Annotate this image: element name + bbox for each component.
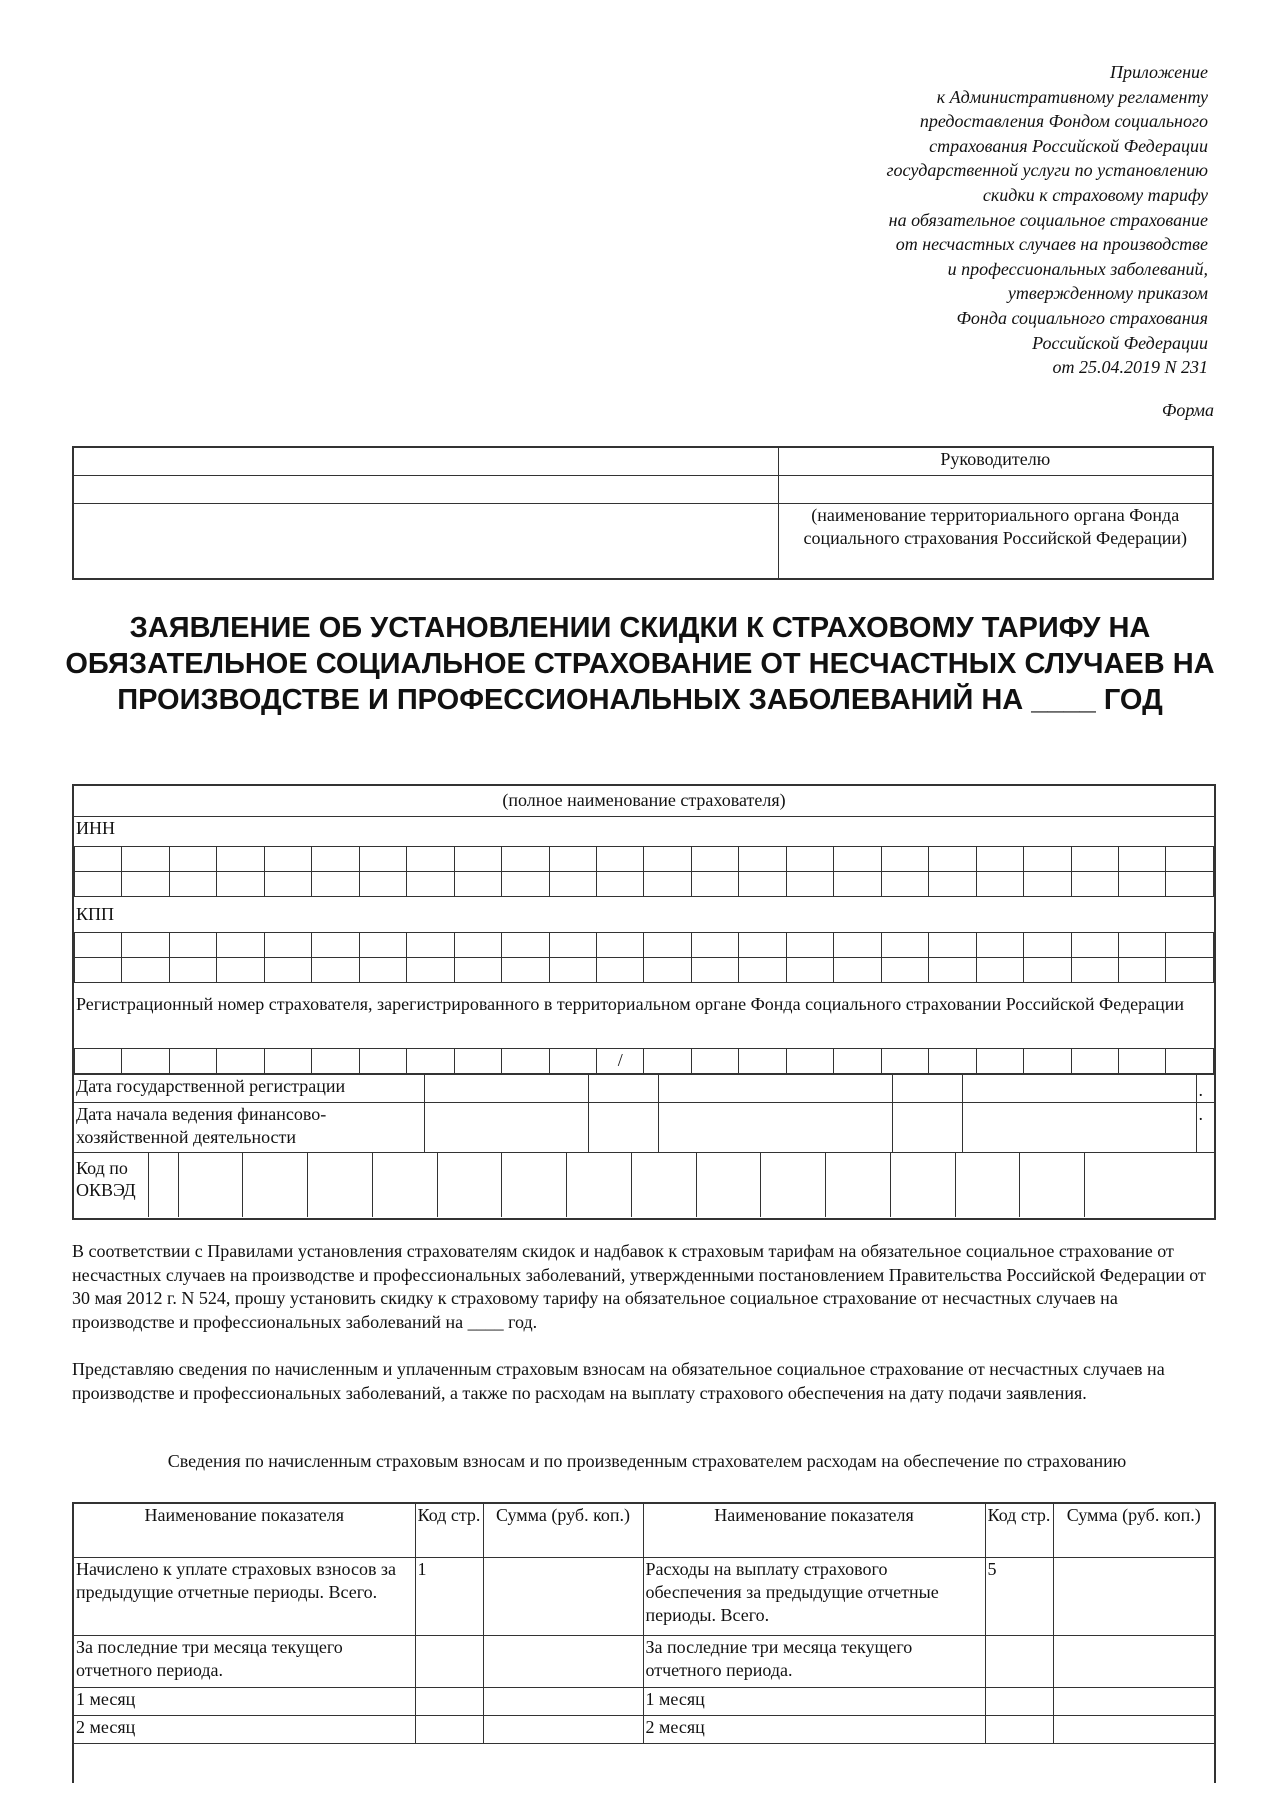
addressee-blank	[73, 447, 778, 475]
char-cell[interactable]	[739, 933, 786, 958]
char-cell[interactable]	[75, 958, 122, 983]
char-cell[interactable]	[834, 1049, 881, 1074]
addressee-hint: (наименование территориального органа Фонда социального страхования Российской Федерации)	[778, 503, 1213, 579]
char-cell[interactable]	[454, 1049, 501, 1074]
date-reg-sep	[588, 1075, 658, 1103]
appendix-line: от несчастных случаев на производстве	[895, 234, 1208, 255]
char-cell[interactable]	[407, 872, 454, 897]
char-cell[interactable]	[75, 933, 122, 958]
char-cell[interactable]	[976, 958, 1023, 983]
char-cell[interactable]	[549, 1049, 596, 1074]
appendix-line: и профессиональных заболеваний,	[947, 258, 1208, 279]
okved-cell[interactable]	[308, 1153, 373, 1217]
char-cell[interactable]	[454, 847, 501, 872]
char-cell[interactable]	[217, 847, 264, 872]
char-cell[interactable]	[1024, 933, 1071, 958]
char-cell[interactable]	[929, 933, 976, 958]
char-cell[interactable]	[929, 847, 976, 872]
char-cell[interactable]	[264, 958, 311, 983]
char-cell[interactable]	[264, 847, 311, 872]
table-row	[73, 1687, 1215, 1715]
submission-paragraph: Представляю сведения по начисленным и уплаченным страховым взносам на обязательное социальное страхование от несчастных случаев на производстве и профессиональных заболеваний, а также по расходам на выплату страхового обеспечения на дату подачи заявления.	[72, 1359, 1165, 1403]
char-cell[interactable]	[1166, 872, 1214, 897]
row-sum[interactable]	[483, 1635, 643, 1687]
okved-cell[interactable]	[826, 1153, 891, 1217]
okved-cell[interactable]	[955, 1153, 1020, 1217]
okved-label: Код по ОКВЭД	[74, 1153, 148, 1217]
char-cell[interactable]	[834, 933, 881, 958]
char-cell[interactable]	[75, 1049, 122, 1074]
row-label: 2 месяц	[643, 1715, 985, 1743]
inn-cells[interactable]	[74, 846, 1214, 897]
char-cell[interactable]	[169, 847, 216, 872]
char-cell[interactable]	[359, 847, 406, 872]
okved-cell[interactable]	[243, 1153, 308, 1217]
table-cut-off	[1053, 1743, 1215, 1783]
date-dot: .	[1196, 1075, 1214, 1103]
row-code: 1	[415, 1557, 483, 1635]
char-cell[interactable]	[75, 847, 122, 872]
char-cell[interactable]	[881, 933, 928, 958]
char-cell[interactable]	[976, 933, 1023, 958]
header-sum: Сумма (руб. коп.)	[483, 1503, 643, 1557]
table-cut-off	[73, 1743, 415, 1783]
row-label: 1 месяц	[73, 1687, 415, 1715]
char-cell[interactable]	[739, 958, 786, 983]
addressee-blank	[73, 475, 778, 503]
char-cell[interactable]	[502, 872, 549, 897]
char-cell[interactable]	[1166, 847, 1214, 872]
char-cell[interactable]	[169, 1049, 216, 1074]
char-cell[interactable]	[264, 872, 311, 897]
date-reg-day[interactable]	[424, 1075, 588, 1103]
reg-number-cells[interactable]	[74, 1048, 1214, 1074]
char-cell[interactable]	[881, 847, 928, 872]
char-cell[interactable]	[549, 847, 596, 872]
char-cell[interactable]	[596, 933, 643, 958]
char-cell[interactable]	[976, 1049, 1023, 1074]
table-row	[73, 1635, 1215, 1687]
date-reg-year[interactable]	[962, 1075, 1196, 1103]
char-cell[interactable]	[122, 933, 169, 958]
char-cell[interactable]	[739, 1049, 786, 1074]
appendix-line: утвержденному приказом	[1007, 283, 1208, 304]
appendix-line: от 25.04.2019 N 231	[1052, 357, 1208, 378]
char-cell[interactable]	[691, 1049, 738, 1074]
okved-cell[interactable]	[696, 1153, 761, 1217]
date-reg-sep	[892, 1075, 962, 1103]
request-paragraph: В соответствии с Правилами установления страхователям скидок и надбавок к страховым тарифам на обязательное социальное страхование от несчастных случаев на производстве и профессиональных заболеваний, утвержденными постановлением Правительства Российской Федерации от 30 мая 2012 г. N 524, прошу установить скидку к страховому тарифу на обязательное социальное страхование от несчастных случаев на производстве и профессиональных заболеваний на ____ год.	[72, 1241, 1206, 1332]
appendix-line: страхования Российской Федерации	[929, 135, 1208, 156]
okved-cell[interactable]	[372, 1153, 437, 1217]
row-sum[interactable]	[483, 1557, 643, 1635]
okved-cell[interactable]	[502, 1153, 567, 1217]
char-cell[interactable]	[217, 1049, 264, 1074]
char-cell[interactable]	[644, 847, 691, 872]
char-cell[interactable]	[502, 958, 549, 983]
appendix-line: скидки к страховому тарифу	[982, 184, 1208, 205]
char-cell[interactable]	[1071, 933, 1118, 958]
okved-cell[interactable]	[437, 1153, 502, 1217]
date-reg-month[interactable]	[658, 1075, 892, 1103]
char-cell[interactable]	[359, 958, 406, 983]
char-cell[interactable]	[502, 847, 549, 872]
char-cell[interactable]	[786, 933, 833, 958]
reg-separator: /	[596, 1049, 643, 1074]
char-cell[interactable]	[834, 847, 881, 872]
okved-cell[interactable]	[178, 1153, 243, 1217]
appendix-note	[886, 60, 1208, 380]
appendix-line: Приложение	[1109, 62, 1208, 82]
char-cell[interactable]	[976, 847, 1023, 872]
row-sum[interactable]	[1053, 1687, 1215, 1715]
char-cell[interactable]	[644, 1049, 691, 1074]
row-code: 5	[985, 1557, 1053, 1635]
char-cell[interactable]	[976, 872, 1023, 897]
char-cell[interactable]	[454, 958, 501, 983]
char-cell[interactable]	[454, 872, 501, 897]
char-cell[interactable]	[169, 958, 216, 983]
addressee-to: Руководителю	[778, 447, 1213, 475]
char-cell[interactable]	[1166, 958, 1214, 983]
okved-table	[74, 1152, 1214, 1217]
char-cell[interactable]	[929, 958, 976, 983]
appendix-line: Российской Федерации	[1032, 332, 1208, 353]
char-cell[interactable]	[169, 933, 216, 958]
char-cell[interactable]	[644, 933, 691, 958]
date-dot: .	[1196, 1103, 1214, 1153]
char-cell[interactable]	[1024, 847, 1071, 872]
char-cell[interactable]	[407, 958, 454, 983]
date-start-year[interactable]	[962, 1103, 1196, 1153]
row-code	[985, 1715, 1053, 1743]
char-cell[interactable]	[359, 872, 406, 897]
char-cell[interactable]	[596, 958, 643, 983]
appendix-line: государственной услуги по установлению	[886, 160, 1208, 181]
kpp-cells[interactable]	[74, 932, 1214, 983]
char-cell[interactable]	[1071, 872, 1118, 897]
char-cell[interactable]	[786, 958, 833, 983]
char-cell[interactable]	[786, 847, 833, 872]
char-cell[interactable]	[1024, 1049, 1071, 1074]
okved-cell[interactable]	[148, 1153, 178, 1217]
appendix-line: к Административному регламенту	[936, 86, 1208, 107]
char-cell[interactable]	[644, 958, 691, 983]
char-cell[interactable]	[502, 933, 549, 958]
char-cell[interactable]	[691, 847, 738, 872]
okved-cell[interactable]	[1020, 1153, 1085, 1217]
char-cell[interactable]	[786, 1049, 833, 1074]
char-cell[interactable]	[1118, 958, 1165, 983]
char-cell[interactable]	[881, 958, 928, 983]
date-start-month[interactable]	[658, 1103, 892, 1153]
char-cell[interactable]	[929, 872, 976, 897]
char-cell[interactable]	[1071, 958, 1118, 983]
char-cell[interactable]	[881, 872, 928, 897]
char-cell[interactable]	[122, 872, 169, 897]
char-cell[interactable]	[1118, 872, 1165, 897]
row-sum[interactable]	[1053, 1715, 1215, 1743]
char-cell[interactable]	[691, 872, 738, 897]
inn-label: ИНН	[76, 818, 115, 838]
char-cell[interactable]	[312, 958, 359, 983]
header-code: Код стр.	[985, 1503, 1053, 1557]
row-sum[interactable]	[483, 1687, 643, 1715]
row-label: Расходы на выплату страхового обеспечения за предыдущие отчетные периоды. Всего.	[643, 1557, 985, 1635]
okved-cell[interactable]	[1085, 1153, 1150, 1217]
addressee-table	[72, 446, 1214, 580]
char-cell[interactable]	[75, 872, 122, 897]
char-cell[interactable]	[217, 872, 264, 897]
char-cell[interactable]	[549, 872, 596, 897]
row-label: 1 месяц	[643, 1687, 985, 1715]
row-code	[985, 1687, 1053, 1715]
addressee-field[interactable]	[778, 475, 1213, 503]
row-label: За последние три месяца текущего отчетного периода.	[73, 1635, 415, 1687]
char-cell[interactable]	[834, 958, 881, 983]
char-cell[interactable]	[217, 933, 264, 958]
row-sum[interactable]	[1053, 1635, 1215, 1687]
kpp-label: КПП	[76, 904, 115, 924]
char-cell[interactable]	[596, 872, 643, 897]
okved-cell[interactable]	[761, 1153, 826, 1217]
char-cell[interactable]	[691, 933, 738, 958]
char-cell[interactable]	[502, 1049, 549, 1074]
appendix-line: на обязательное социальное страхование	[888, 209, 1208, 230]
okved-cell[interactable]	[631, 1153, 696, 1217]
table-caption: Сведения по начисленным страховым взносам и по произведенным страхователем расходам на обеспечение по страхованию	[167, 1451, 1127, 1471]
char-cell[interactable]	[881, 1049, 928, 1074]
char-cell[interactable]	[264, 933, 311, 958]
table-row	[73, 1715, 1215, 1743]
row-sum[interactable]	[483, 1715, 643, 1743]
char-cell[interactable]	[1118, 933, 1165, 958]
char-cell[interactable]	[1071, 1049, 1118, 1074]
char-cell[interactable]	[786, 872, 833, 897]
char-cell[interactable]	[549, 933, 596, 958]
insurer-name-hint: (полное наименование страхователя)	[74, 786, 1214, 817]
row-label: Начислено к уплате страховых взносов за предыдущие отчетные периоды. Всего.	[73, 1557, 415, 1635]
char-cell[interactable]	[834, 872, 881, 897]
date-start-label: Дата начала ведения финансово-хозяйственной деятельности	[74, 1103, 424, 1153]
char-cell[interactable]	[312, 1049, 359, 1074]
char-cell[interactable]	[1024, 958, 1071, 983]
char-cell[interactable]	[312, 872, 359, 897]
row-code	[415, 1687, 483, 1715]
char-cell[interactable]	[1024, 872, 1071, 897]
row-label: 2 месяц	[73, 1715, 415, 1743]
header-indicator: Наименование показателя	[643, 1503, 985, 1557]
char-cell[interactable]	[359, 1049, 406, 1074]
table-row	[73, 1557, 1215, 1635]
char-cell[interactable]	[359, 933, 406, 958]
char-cell[interactable]	[1071, 847, 1118, 872]
row-code	[985, 1635, 1053, 1687]
char-cell[interactable]	[549, 958, 596, 983]
reg-number-label: Регистрационный номер страхователя, зарегистрированного в территориальном органе Фонда социального страховании Российской Федерации	[76, 994, 1184, 1014]
char-cell[interactable]	[644, 872, 691, 897]
char-cell[interactable]	[1166, 933, 1214, 958]
char-cell[interactable]	[739, 847, 786, 872]
row-label: За последние три месяца текущего отчетного периода.	[643, 1635, 985, 1687]
appendix-line: предоставления Фондом социального	[919, 111, 1208, 132]
char-cell[interactable]	[596, 847, 643, 872]
appendix-line: Фонда социального страхования	[956, 307, 1208, 328]
char-cell[interactable]	[169, 872, 216, 897]
addressee-blank	[73, 503, 778, 579]
contributions-table	[72, 1502, 1216, 1783]
char-cell[interactable]	[217, 958, 264, 983]
insurer-block	[72, 784, 1216, 1220]
header-sum: Сумма (руб. коп.)	[1053, 1503, 1215, 1557]
okved-cell[interactable]	[567, 1153, 632, 1217]
char-cell[interactable]	[454, 933, 501, 958]
header-code: Код стр.	[415, 1503, 483, 1557]
form-label: Форма	[1161, 400, 1214, 420]
char-cell[interactable]	[929, 1049, 976, 1074]
dates-table	[74, 1074, 1214, 1153]
char-cell[interactable]	[407, 847, 454, 872]
okved-cell[interactable]	[890, 1153, 955, 1217]
row-sum[interactable]	[1053, 1557, 1215, 1635]
char-cell[interactable]	[739, 872, 786, 897]
date-reg-label: Дата государственной регистрации	[74, 1075, 424, 1103]
row-code	[415, 1635, 483, 1687]
char-cell[interactable]	[122, 1049, 169, 1074]
char-cell[interactable]	[312, 933, 359, 958]
date-start-day[interactable]	[424, 1103, 588, 1153]
header-indicator: Наименование показателя	[73, 1503, 415, 1557]
char-cell[interactable]	[312, 847, 359, 872]
date-start-sep	[892, 1103, 962, 1153]
char-cell[interactable]	[264, 1049, 311, 1074]
char-cell[interactable]	[1166, 1049, 1214, 1074]
char-cell[interactable]	[691, 958, 738, 983]
char-cell[interactable]	[407, 1049, 454, 1074]
char-cell[interactable]	[122, 847, 169, 872]
row-code	[415, 1715, 483, 1743]
char-cell[interactable]	[1118, 1049, 1165, 1074]
char-cell[interactable]	[1118, 847, 1165, 872]
date-start-sep	[588, 1103, 658, 1153]
char-cell[interactable]	[407, 933, 454, 958]
char-cell[interactable]	[122, 958, 169, 983]
document-title: ЗАЯВЛЕНИЕ ОБ УСТАНОВЛЕНИИ СКИДКИ К СТРАХОВОМУ ТАРИФУ НА ОБЯЗАТЕЛЬНОЕ СОЦИАЛЬНОЕ СТРАХОВАНИЕ ОТ НЕСЧАСТНЫХ СЛУЧАЕВ НА ПРОИЗВОДСТВЕ И ПРОФЕССИОНАЛЬНЫХ ЗАБОЛЕВАНИЙ НА ____ ГОД	[65, 612, 1215, 716]
